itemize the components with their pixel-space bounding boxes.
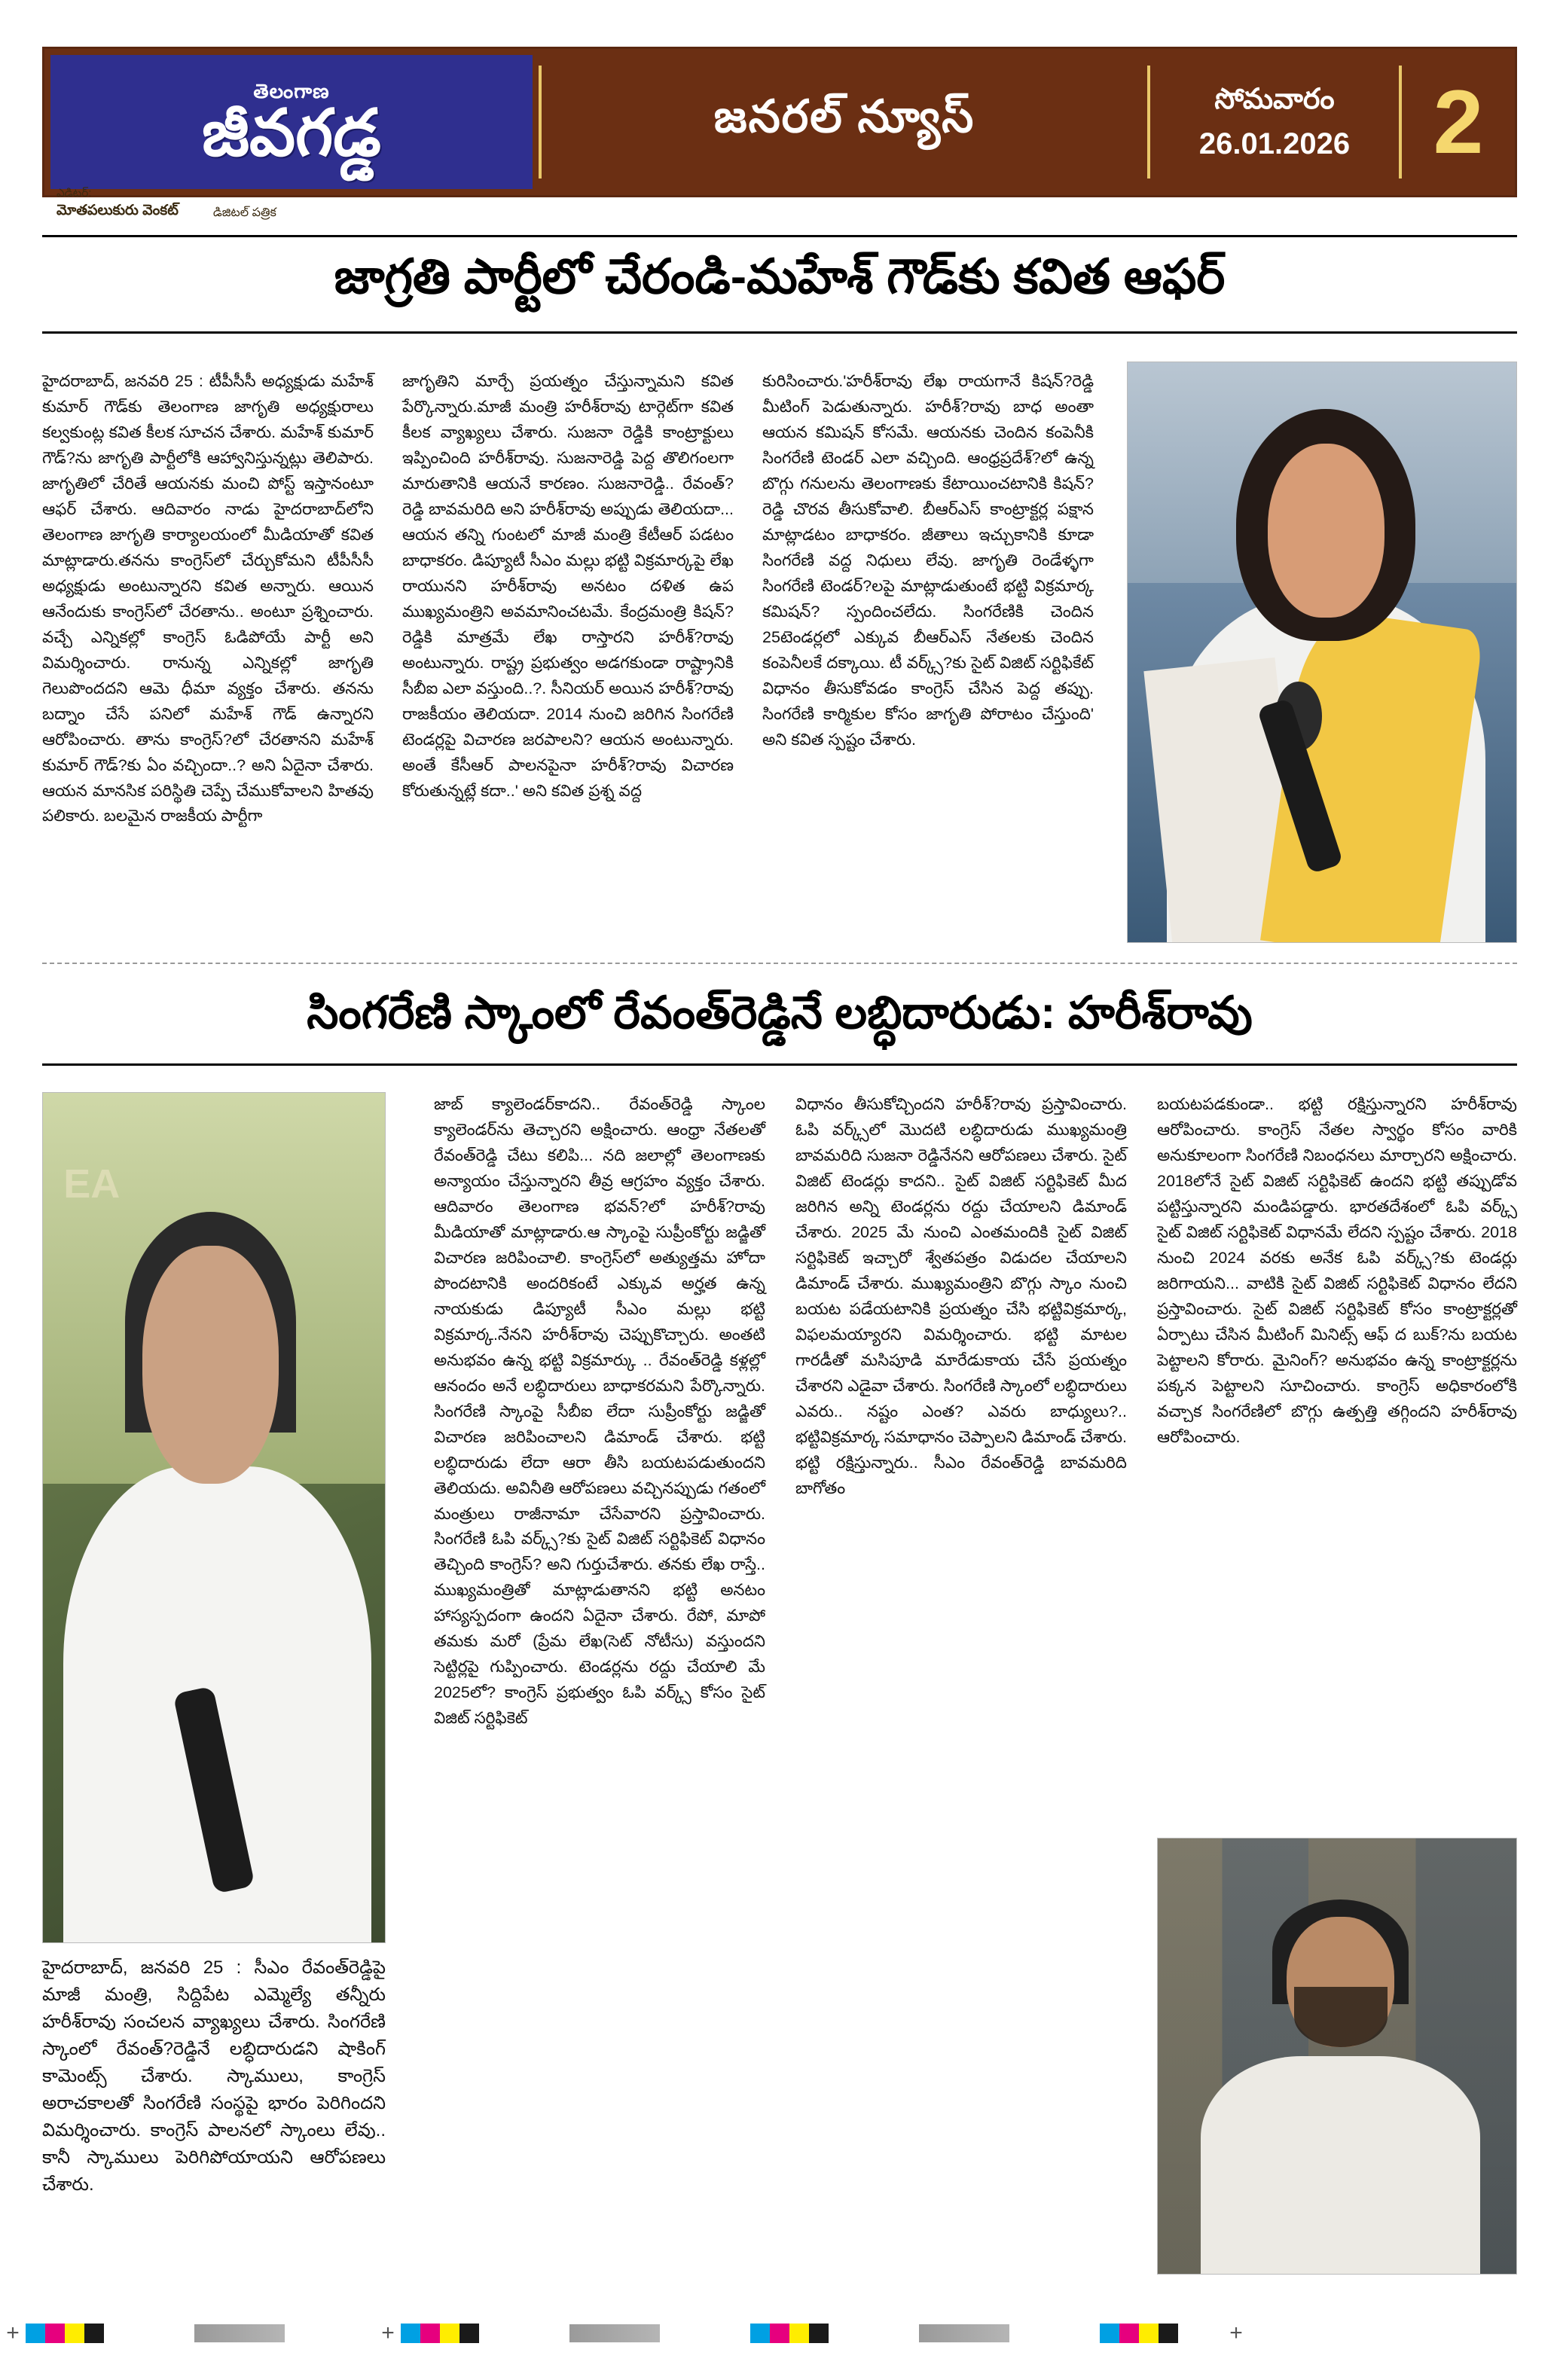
editor-label: ఎడిటర్: [56, 187, 92, 200]
publication-date: 26.01.2026 [1198, 127, 1351, 160]
masthead-logo [50, 55, 533, 219]
masthead-editor-row [56, 187, 276, 222]
masthead-pretitle: తెలంగాణ [253, 79, 330, 102]
print-color-calibration-bar [0, 2316, 1557, 2351]
article2-photo-revanth [1157, 1838, 1517, 2275]
swatch-group-4 [1100, 2324, 1178, 2343]
registration-mark-icon-3: + [1229, 2320, 1243, 2345]
article2-column-3: విధానం తీసుకోచ్చిందని హరీశ్?రావు ప్రస్తావించారు. ఓపి వర్క్స్‌లో మొదటి లబ్ధిదారుడు ముఖ్యమంత్రి బావమరిది సుజనా రెడ్డినేనని ఆరోపణలు చేశారు. సైట్ విజిట్ టెండర్లు కాదని.. సైట్ విజిట్ సర్టిఫికెట్ మీద జరిగిన అన్ని టెండర్లను రద్దు చేయాలని డిమాండ్ చేశారు. 2025 మే నుంచి ఎంతమందికి సైట్ విజిట్ సర్టిఫికెట్ ఇచ్చారో శ్వేతపత్రం విడుదల చేయాలని డిమాండ్ చేశారు. ముఖ్యమంత్రిని బొగ్గు స్కాం నుంచి బయట పడేయటానికి ప్రయత్నం చేసి భట్టివిక్రమార్క, విఫలమయ్యారని విమర్శించారు. భట్టి మాటల గారడీతో మసిపూడి మారేడుకాయ చేసే ప్రయత్నం చేశారని ఎడైవా చేశారు. సింగరేణి స్కాంలో లబ్ధిదారులు ఎవరు.. నష్టం ఎంత? ఎవరు బాధ్యులు?.. భట్టివిక్రమార్క సమాధానం చెప్పాలని డిమాండ్ చేశారు. భట్టి రక్షిస్తున్నారు.. సీఎం రేవంత్‌రెడ్డి బావమరిది బాగోతం [795, 1095, 1127, 1497]
editor-name: మోతపలుకురు వెంకట్ [56, 203, 179, 218]
swatch-group-3 [750, 2324, 829, 2343]
article2-column-2: జాబ్ క్యాలెండర్‌కాదని.. రేవంత్‌రెడ్డి స్కాంల క్యాలెండర్‌ను తెచ్చారని అక్షించారు. ఆంధ్రా నేతలతో రేవంత్‌రెడ్డి చేటు కలిపి... నది జలాల్లో తెలంగాణకు అన్యాయం చేస్తున్నారని తీవ్ర ఆగ్రహం వ్యక్తం చేశారు. ఆదివారం తెలంగాణ భవన్?లో హరీశ్?రావు మీడియాతో మాట్లాడారు.ఆ స్కాంపై సుప్రీంకోర్టు జడ్జితో విచారణ జరిపించాలి. కాంగ్రెస్‌లో అత్యుత్తమ హోదా పొందటానికి అందరికంటే ఎక్కువ అర్హత ఉన్న నాయకుడు డిప్యూటీ సీఎం మల్లు భట్టి విక్రమార్క.నేనని హరీశ్‌రావు చెప్పుకొచ్చారు. అంతటి అనుభవం ఉన్న భట్టి విక్రమార్కు .. రేవంత్‌రెడ్డి కళ్లల్లో ఆనందం అనే లబ్ధిదారులు బాధాకరమని పేర్కొన్నారు. సింగరేణి స్కాంపై సీబీఐ లేదా సుప్రీంకోర్టు జడ్జితో విచారణ జరిపించాలని డిమాండ్ చేశారు. భట్టి లబ్ధిదారుడు లేదా ఆరా తీసి బయటపడుతుందని తెలియదు. అవినీతి ఆరోపణలు వచ్చినప్పుడు గతంలో మంత్రులు రాజీనామా చేసేవారని ప్రస్తావించారు. సింగరేణి ఓపి వర్క్స్?కు సైట్ విజిట్ సర్టిఫికెట్ విధానం తెచ్చింది కాంగ్రెస్? అని గుర్తుచేశారు. తనకు లేఖ రాస్తే.. ముఖ్యమంత్రితో మాట్లాడుతానని భట్టి అనటం హాస్యస్పదంగా ఉందని ఏదైనా చేశారు. రేపో, మాపో తమకు మరో (ప్రేమ లేఖ(సెట్ నోటీసు) వస్తుందని సెట్టిర్లపై గుప్పించారు. టెండర్లను రద్దు చేయాలి మే 2025లో? కాంగ్రెస్ ప్రభుత్వం ఓపి వర్క్స్ కోసం సైట్ విజిట్ సర్టిఫికెట్ [434, 1095, 765, 1728]
article1-column-2: జాగృతిని మార్చే ప్రయత్నం చేస్తున్నామని కవిత పేర్కొన్నారు.మాజీ మంత్రి హరీశ్‌రావు టార్గెట్‌గా కవిత కీలక వ్యాఖ్యలు చేశారు. సుజనా రెడ్డికి కాంట్రాక్టులు ఇప్పించింది హరీశ్‌రావు. సుజనారెడ్డి పెద్ద తొలిగంలగా మారుతానికి ఆయనే కారణం. సుజనారెడ్డి.. రేవంత్?రెడ్డి బావమరిది అని హరీశ్‌రావు అప్పుడు తెలియదా... ఆయన తన్ని గుంటలో మాజీ మంత్రి కేటీఆర్ పడటం బాధాకరం. డిప్యూటీ సీఎం మల్లు భట్టి విక్రమార్కపై లేఖ రాయునని హరీశ్‌రావు అనటం దళిత ఉప ముఖ్యమంత్రిని అవమానించటమే. కేంద్రమంత్రి కిషన్?రెడ్డికి మాత్రమే లేఖ రాస్తారని హరీశ్?రావు అంటున్నారు. రాష్ట్ర ప్రభుత్వం అడగకుండా రాష్ట్రానికి సీబీఐ ఎలా వస్తుంది..?. సీనియర్ అయిన హరీశ్?రావు రాజకీయం తెలియదా. 2014 నుంచి జరిగిన సింగరేణి టెండర్లపై విచారణ జరపాలని? ఆయన అంటున్నారు. అంతే కేసీఆర్ పాలనపైనా హరీశ్?రావు విచారణ కోరుతున్నట్లే కదా..' అని కవిత ప్రశ్న వద్ద [402, 372, 734, 800]
article1-column-1: హైదరాబాద్, జనవరి 25 : టీపీసీసీ అధ్యక్షుడు మహేశ్ కుమార్ గౌడ్‌కు తెలంగాణ జాగృతి అధ్యక్షురాలు కల్వకుంట్ల కవిత కీలక సూచన చేశారు. మహేశ్ కుమార్ గౌడ్?ను జాగృతి పార్టీలోకి ఆహ్వానిస్తున్నట్లు తెలిపారు. జాగృతిలో చేరితే ఆయనకు మంచి పోస్ట్ ఇస్తానంటూ ఆఫర్ చేశారు. ఆదివారం నాడు హైదరాబాద్‌లోని తెలంగాణ జాగృతి కార్యాలయంలో మీడియాతో కవిత మాట్లాడారు.తనను కాంగ్రెస్‌లో చేర్చుకోమని టీపీసీసీ అధ్యక్షుడు అంటున్నారని కవిత అన్నారు. ఆయిన ఆనేందుకు కాంగ్రెస్‌లో చేరతాను.. అంటూ ప్రశ్నించారు. వచ్చే ఎన్నికల్లో కాంగ్రెస్ ఓడిపోయే పార్టీ అని విమర్శించారు. రానున్న ఎన్నికల్లో జాగృతి గెలుపొందదని ఆమె ధీమా వ్యక్తం చేశారు. తనను బద్నాం చేసే పనిలో మహేశ్ గౌడ్ ఉన్నారని ఆరోపించారు. తాను కాంగ్రెస్?లో చేరతానని మహేశ్ కుమార్ గౌడ్?కు ఏం వచ్చిందా..? అని ఏదైనా చేశారు. ఆయన మానసిక పరిస్థితి చెప్పే చేముకోవాలని హితవు పలికారు. బలమైన రాజకీయ పార్టీగా [42, 372, 374, 825]
article1-column-3: కురిసించారు.'హరీశ్‌రావు లేఖ రాయగానే కిషన్?రెడ్డి మీటింగ్ పెడుతున్నారు. హరీశ్?రావు బాధ అంతా ఆయన కమిషన్ కోసమే. ఆయనకు చెందిన కంపెనీకి సింగరేణి టెండర్ ఎలా వచ్చింది. ఆంధ్రప్రదేశ్?లో ఉన్న బొగ్గు గనులను తెలంగాణకు కేటాయించటానికి కిషన్?రెడ్డి చొరవ తీసుకోవాలి. బీఆర్ఎస్ కాంట్రాక్టర్ల పక్షాన మాట్లాడటం బాధాకరం. జీతాలు ఇచ్చుకానికి కూడా సింగరేణి వద్ద నిధులు లేవు. జాగృతి రెండేళ్ళగా సింగరేణి టెండర్?లపై మాట్లాడుతుంటే భట్టి విక్రమార్క కమిషన్? స్పందించలేదు. సింగరేణికి చెందిన 25టెండర్లలో ఎక్కువ బీఆర్ఎస్ నేతలకు చెందిన కంపెనీలకే దక్కాయి. టీ వర్క్స్?కు సైట్ విజిట్ సర్టిఫికేట్ విధానం తీసుకోవడం కాంగ్రెస్ చేసిన పెద్ద తప్పు. సింగరేణి కార్మికుల కోసం జాగృతి పోరాటం చేస్తుంది' అని కవిత స్పష్టం చేశారు. [762, 372, 1094, 749]
registration-mark-icon-2: + [381, 2320, 395, 2345]
masthead-title: జీవగడ్డ [202, 96, 381, 169]
registration-mark-icon: + [6, 2320, 20, 2345]
digital-note: డిజిటల్ పత్రిక [212, 206, 276, 219]
article1 [42, 354, 1517, 964]
article1-headline: జాగ్రతి పార్టీలో చేరండి-మహేశ్ గౌడ్‌కు కవిత ఆఫర్ [334, 249, 1226, 304]
article2-headline: సింగరేణి స్కాంలో రేవంత్‌రెడ్డినే లబ్ధిదారుడు: హరీశ్‌రావు [307, 987, 1253, 1038]
gray-ramp-1 [194, 2324, 285, 2342]
gray-ramp-2 [569, 2324, 660, 2342]
page-number: 2 [1433, 72, 1484, 172]
article1-photo-kavita [1127, 362, 1517, 943]
rule-below-headline1 [42, 331, 1517, 334]
section-title: జనరల్ న్యూస్ [713, 91, 975, 142]
gray-ramp-3 [919, 2324, 1009, 2342]
publication-day: సోమవారం [1214, 83, 1335, 115]
article2-caption: హైదరాబాద్, జనవరి 25 : సీఎం రేవంత్‌రెడ్డిపై మాజీ మంత్రి, సిద్దిపేట ఎమ్మెల్యే తన్నీరు హరీశ్‌రావు సంచలన వ్యాఖ్యలు చేశారు. సింగరేణి స్కాంలో రేవంత్?రెడ్డినే లబ్ధిదారుడని షాకింగ్ కామెంట్స్ చేశారు. స్కాములు, కాంగ్రెస్ అరాచకాలతో సింగరేణి సంస్థపై భారం పెరిగిందని విమర్శించారు. కాంగ్రెస్ పాలనలో స్కాంలు లేవు.. కానీ స్కాములు పెరిగిపోయాయని ఆరోపణలు చేశారు. [42, 1957, 386, 2195]
rule-separator-1 [42, 963, 1517, 964]
rule-below-headline2 [42, 1063, 1517, 1066]
masthead [42, 47, 1517, 219]
article2-column-4: బయటపడకుండా.. భట్టి రక్షిస్తున్నారని హరీశ్‌రావు ఆరోపించారు. కాంగ్రెస్ నేతల స్వార్థం కోసం వారికి అనుకూలంగా సింగరేణి నిబంధనలు మార్చారని అక్షించారు. 2018లోనే సైట్ విజిట్ సర్టిఫికెట్ ఉందని భట్టి తప్పుడోవ పట్టిస్తున్నారని మండిపడ్డారు. భారతదేశంలో ఓపి వర్క్స్ సైట్ విజిట్ సర్టిఫికెట్ విధానమే లేదని స్పష్టం చేశారు. 2018 నుంచి 2024 వరకు అనేక ఓపి వర్క్స్?కు టెండర్లు జరిగాయని... వాటికి సైట్ విజిట్ సర్టిఫికెట్ విధానం లేదని ప్రస్తావించారు. సైట్ విజిట్ సర్టిఫికెట్ కోసం కాంట్రాక్టర్లతో ఏర్పాటు చేసిన మీటింగ్ మినిట్స్ ఆఫ్ ద బుక్?ను బయట పెట్టాలని కోరారు. మైనింగ్? అనుభవం ఉన్న కాంట్రాక్టర్లను పక్కన పెట్టాలని సూచించారు. కాంగ్రెస్ అధికారంలోకి వచ్చాక సింగరేణిలో బొగ్గు ఉత్పత్తి తగ్గిందని హరీశ్‌రావు ఆరోపించారు. [1157, 1095, 1517, 1446]
article2 [42, 1085, 1517, 2290]
masthead-date-block [1150, 49, 1399, 195]
article2-photo-harish: EA [42, 1092, 386, 1943]
rule-top-article1 [42, 235, 1517, 237]
swatch-group-2 [401, 2324, 479, 2343]
swatch-group-1 [26, 2324, 104, 2343]
